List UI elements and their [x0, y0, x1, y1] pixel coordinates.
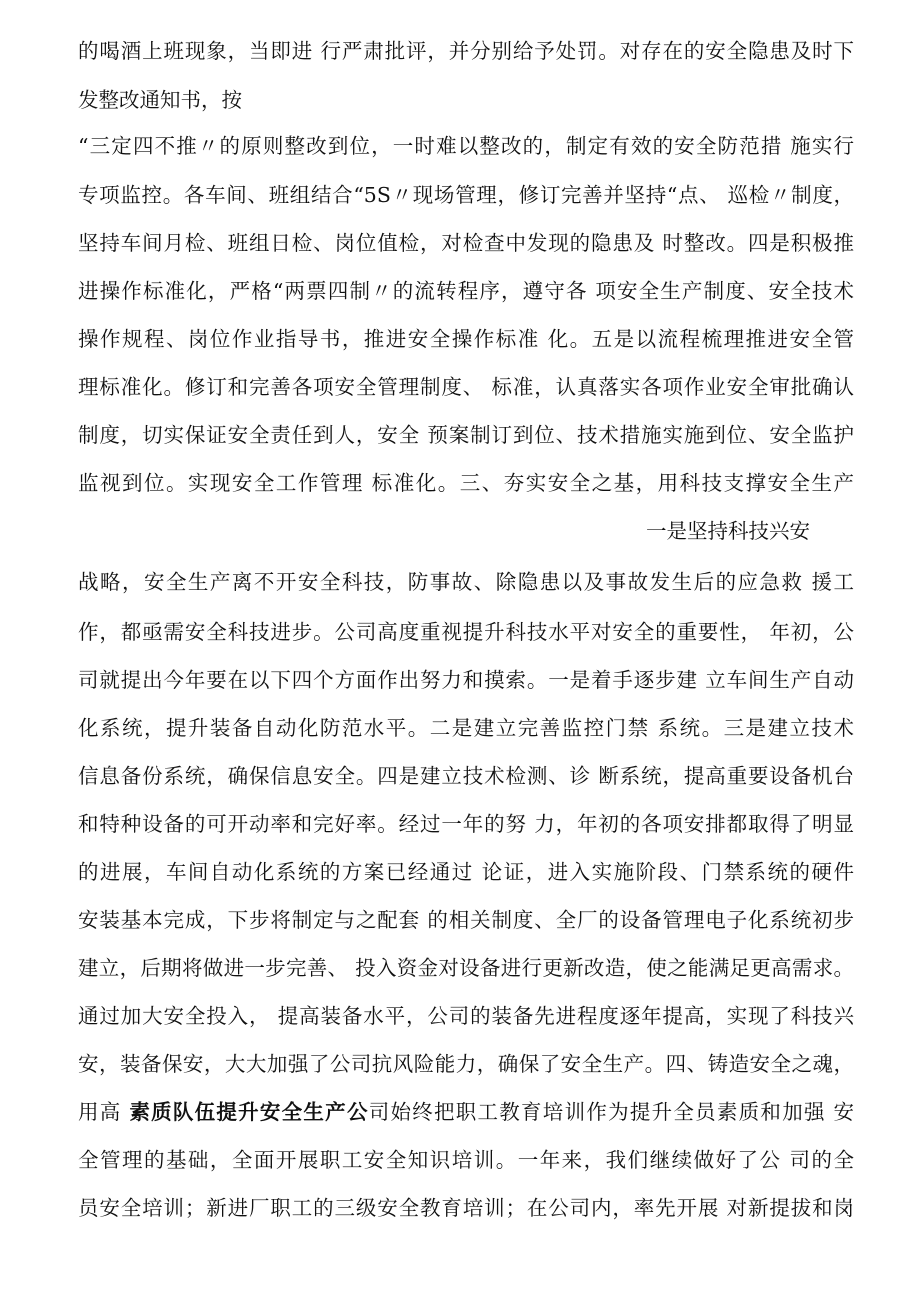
text-line: 作，都亟需安全科技进步。公司高度重视提升科技水平对安全的重要性， 年初，公: [78, 620, 854, 644]
text-line: 进操作标准化，严格“两票四制〃的流转程序，遵守各 项安全生产制度、安全技术: [78, 279, 854, 303]
text-line: 化系统，提升装备自动化防范水平。二是建立完善监控门禁 系统。三是建立技术: [78, 716, 854, 740]
text-line: 建立，后期将做进一步完善、 投入资金对设备进行更新改造，使之能满足更高需求。: [78, 956, 854, 980]
text-line: 信息备份系统，确保信息安全。四是建立技术检测、诊 断系统，提高重要设备机台: [78, 764, 854, 788]
text-line: 坚持车间月检、班组日检、岗位值检，对检查中发现的隐患及 时整改。四是积极推: [78, 231, 854, 255]
text-line: 发整改通知书，按: [78, 88, 242, 112]
text-line: 全管理的基础，全面开展职工安全知识培训。一年来，我们继续做好了公 司的全: [78, 1148, 854, 1172]
text-line: 专项监控。各车间、班组结合“5S〃现场管理，修订完善并坚持“点、 巡检〃制度，: [78, 183, 854, 207]
text-line: [78, 1098, 854, 1126]
text-line: 司就提出今年要在以下四个方面作出努力和摸索。一是着手逐步建 立车间生产自动: [78, 668, 854, 692]
text-line: 通过加大安全投入， 提高装备水平，公司的装备先进程度逐年提高，实现了科技兴: [78, 1004, 854, 1028]
text-line: 的喝酒上班现象，当即进 行严肃批评，并分别给予处罚。对存在的安全隐患及时下: [78, 39, 854, 63]
text-line: 监视到位。实现安全工作管理 标准化。三、夯实安全之基，用科技支撑安全生产: [78, 471, 854, 495]
text-line: 的进展，车间自动化系统的方案已经通过 论证，进入实施阶段、门禁系统的硬件: [78, 860, 854, 884]
bold-text-segment: 素质队伍提升安全生产公: [129, 1100, 369, 1124]
text-line: 安，装备保安，大大加强了公司抗风险能力，确保了安全生产。四、铸造安全之魂，: [78, 1052, 854, 1076]
text-segment: 司始终把职工教育培训作为提升全员素质和加强 安: [368, 1100, 854, 1124]
text-line: 员安全培训；新进厂职工的三级安全教育培训；在公司内，率先开展 对新提拔和岗: [78, 1196, 854, 1220]
text-segment: 用高: [78, 1100, 130, 1124]
text-line: 制度，切实保证安全责任到人，安全 预案制订到位、技术措施实施到位、安全监护: [78, 423, 854, 447]
text-line: 战略，安全生产离不开安全科技，防事故、除隐患以及事故发生后的应急救 援工: [78, 570, 854, 594]
text-line: “三定四不推〃的原则整改到位，一时难以整改的，制定有效的安全防范措 施实行: [78, 134, 854, 158]
text-line: 理标准化。修订和完善各项安全管理制度、 标准，认真落实各项作业安全审批确认: [78, 375, 854, 399]
text-line: 操作规程、岗位作业指导书，推进安全操作标准 化。五是以流程梳理推进安全管: [78, 327, 854, 351]
text-line: 安装基本完成，下步将制定与之配套 的相关制度、全厂的设备管理电子化系统初步: [78, 908, 854, 932]
text-line: 和特种设备的可开动率和完好率。经过一年的努 力，年初的各项安排都取得了明显: [78, 812, 854, 836]
text-line: 一是坚持科技兴安: [646, 519, 810, 543]
